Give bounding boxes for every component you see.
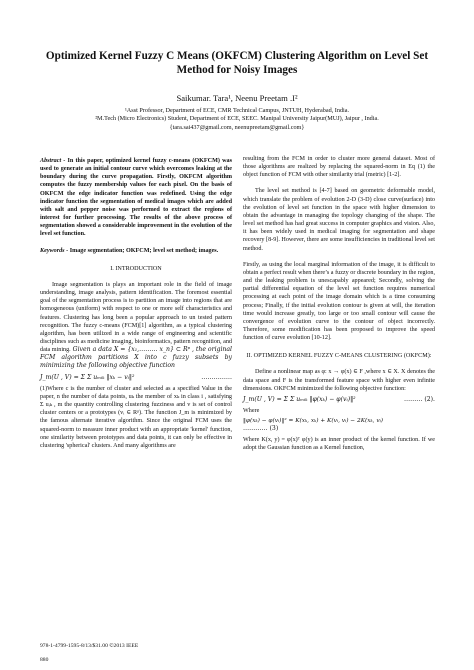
intro-paragraph-1-text: Image segmentation is plays an important role in the field of image understanding, image analysis, pattern identification. The foremost essential goal of the segmentation process is to partition an image into regions that are homogeneous (uniform) with respect to one or more self characteristics and features. Clustering has long been a popular approach to un tested pattern recognition. The fuzzy c-means (FCM)[1] algorithm, as a typical clustering algorithm, has been utilized in a wide range of engineering and scientific disciplines such as medicine imaging, bioinformatics, pattern recognition, and data mining.	[40, 281, 232, 354]
author-line: Saikumar. Tara¹, Neenu Preetam .I²	[176, 93, 298, 103]
where-label-1: Where	[243, 408, 260, 415]
equation-1	[40, 374, 232, 382]
kernel-paragraph: Where K(x, y) = φ(x)ᵀ φ(y) is an inner product of the kernel function. If we adopt the Gaussian function as a Kernel function,	[243, 436, 435, 451]
page-number: 880	[40, 657, 49, 663]
right-column	[243, 155, 435, 452]
level-set-paragraph: The level set method is [4-7] based on geometric deformable model, which translate the problem of evolution 2-D (3-D) close curve(surface) into the evolution of level set function in the space with higher dimension to obtain the advantage in managing the topology changing of the shape. The level set method has had great success in computer graphics and vision. Also, it has been widely used in medical imaging for segmentation and shape recovery [8-9]. However, there are some insufficiencies in traditional level set method.	[243, 188, 435, 252]
author-emails: {tara.sai437@gmail.com, neenupreetam@gmail.com}	[169, 123, 305, 131]
equation-1-body: J_m(U , V) = Σ Σ uₘᵢₖ ‖xₖ − vᵢ‖²	[40, 373, 135, 381]
equation-3	[243, 417, 435, 433]
equation-2-body: J_m(U , V) = Σ Σ uₘᵢₖ ‖φ(xₖ) − φ(vᵢ)‖²	[243, 395, 356, 403]
intro-paragraph-1	[40, 281, 232, 371]
abstract	[40, 157, 232, 239]
insufficiency-paragraph: Firstly, as using the local marginal information of the image, it is difficult to obtain a perfect result when there’s a fuzzy or discrete boundary in the region, and the leaking problem is unescapably appeared; Secondly, solving the partial differential equation of the level set function requires numerical processing at each point of the image domain which is a time consuming process; Finally, if the initial evolution contour is given at will, the iteration time would increase greatly, too large or too small contour will cause the convergence of evolution curve to the contour of object incorrectly. Therefore, some modification has been proposed to improve the speed function of curve evolution [10-12].	[243, 261, 435, 342]
abstract-label: Abstract	[40, 158, 62, 164]
affiliation-2: ²M.Tech (Micro Electronics) Student, Department of ECE, SEEC. Manipal University Jaipur(MUJ), Jaipur , India.	[95, 115, 379, 123]
section-heading-introduction: I. INTRODUCTION	[110, 265, 162, 272]
paper-title: Optimized Kernel Fuzzy C Means (OKFCM) Clustering Algorithm on Level Set Method for Noisy Images	[45, 50, 429, 76]
equation-2-number: ……… (2).	[403, 395, 435, 403]
affiliations	[40, 107, 434, 132]
equation-1-number: ……………	[201, 373, 232, 381]
footer-isbn: 978-1-4799-1595-8/13/$31.00 ©2013 IEEE	[40, 643, 139, 649]
intro-paragraph-1-tail: Given a data X = {x₁,……… x_n} ⊂ Rᵖ , the original FCM algorithm partitions X into c fuzzy subsets by minimizing the following objective function	[40, 346, 233, 370]
right-paragraph-1: resulting from the FCM in order to cluster more general dataset. Most of those algorithms are realized by replacing the squared-norm in Eq (1) the object function of FCM with other similarity trial (metric) [1-2].	[243, 156, 435, 179]
equation-3-number: ………… (3)	[243, 425, 279, 433]
equation-3-body: ‖φ(xₖ) − φ(vᵢ)‖² = K(xₖ, xₖ) + K(vᵢ, vᵢ) − 2K(xₖ, vᵢ)	[243, 418, 384, 425]
section-heading-okfcm: II. OPTIMIZED KERNEL FUZZY C-MEANS CLUSTERING (OKFCM):	[246, 353, 432, 360]
keywords-text: - Image segmentation; OKFCM; level set method; images.	[64, 247, 219, 254]
affiliation-1: ¹Asst Professor, Department of ECE, CMR Technical Campus, JNTUH, Hyderabad, India.	[124, 107, 350, 114]
okfcm-definition-paragraph: Define a nonlinear map as φ: x → φ(x) ∈ F ,where x ∈ X. X denotes the data space and F is the transformed feature space with higher even infinite dimensions. OKFCM minimized the following objective function:	[243, 369, 435, 392]
equation-2	[243, 396, 435, 404]
abstract-text: - In this paper, optimized kernel fuzzy c-means (OKFCM) was used to generate an initial contour curve which overcomes leaking at the boundary during the curve propagation. Firstly, OKFCM algorithm computes the fuzzy membership values for each pixel. On the basis of OKFCM the edge indicator function was redefined. Using the edge indicator function the segmentation of medical images which are added with salt and pepper noise was performed to extract the regions of interest for further processing. The results of the above process of segmentation showed a considerable improvement in the evolution of the level set function.	[40, 158, 232, 238]
intro-paragraph-2: (1)Where c is the number of cluster and selected as a specified Value in the paper, n the number of data points, uₖ the member of xₖ in class i , satisfying Σ uᵢₖ , m the quantity controlling clustering fuzziness and v is set of control cluster centers or a prototypes (vᵢ ∈ Rᵖ). The function J_m is minimized by the famous alternate iterative algorithm. Since the original FCM uses the squared-norm to measure inner product with an appropriate 'kernel' function, one similarity between prototypes and data points, it can only be effective in clustering 'spherical' clusters. And many algorithms are	[40, 385, 232, 449]
left-column	[40, 157, 232, 450]
keywords	[40, 247, 232, 255]
keywords-label: Keywords	[40, 247, 65, 254]
